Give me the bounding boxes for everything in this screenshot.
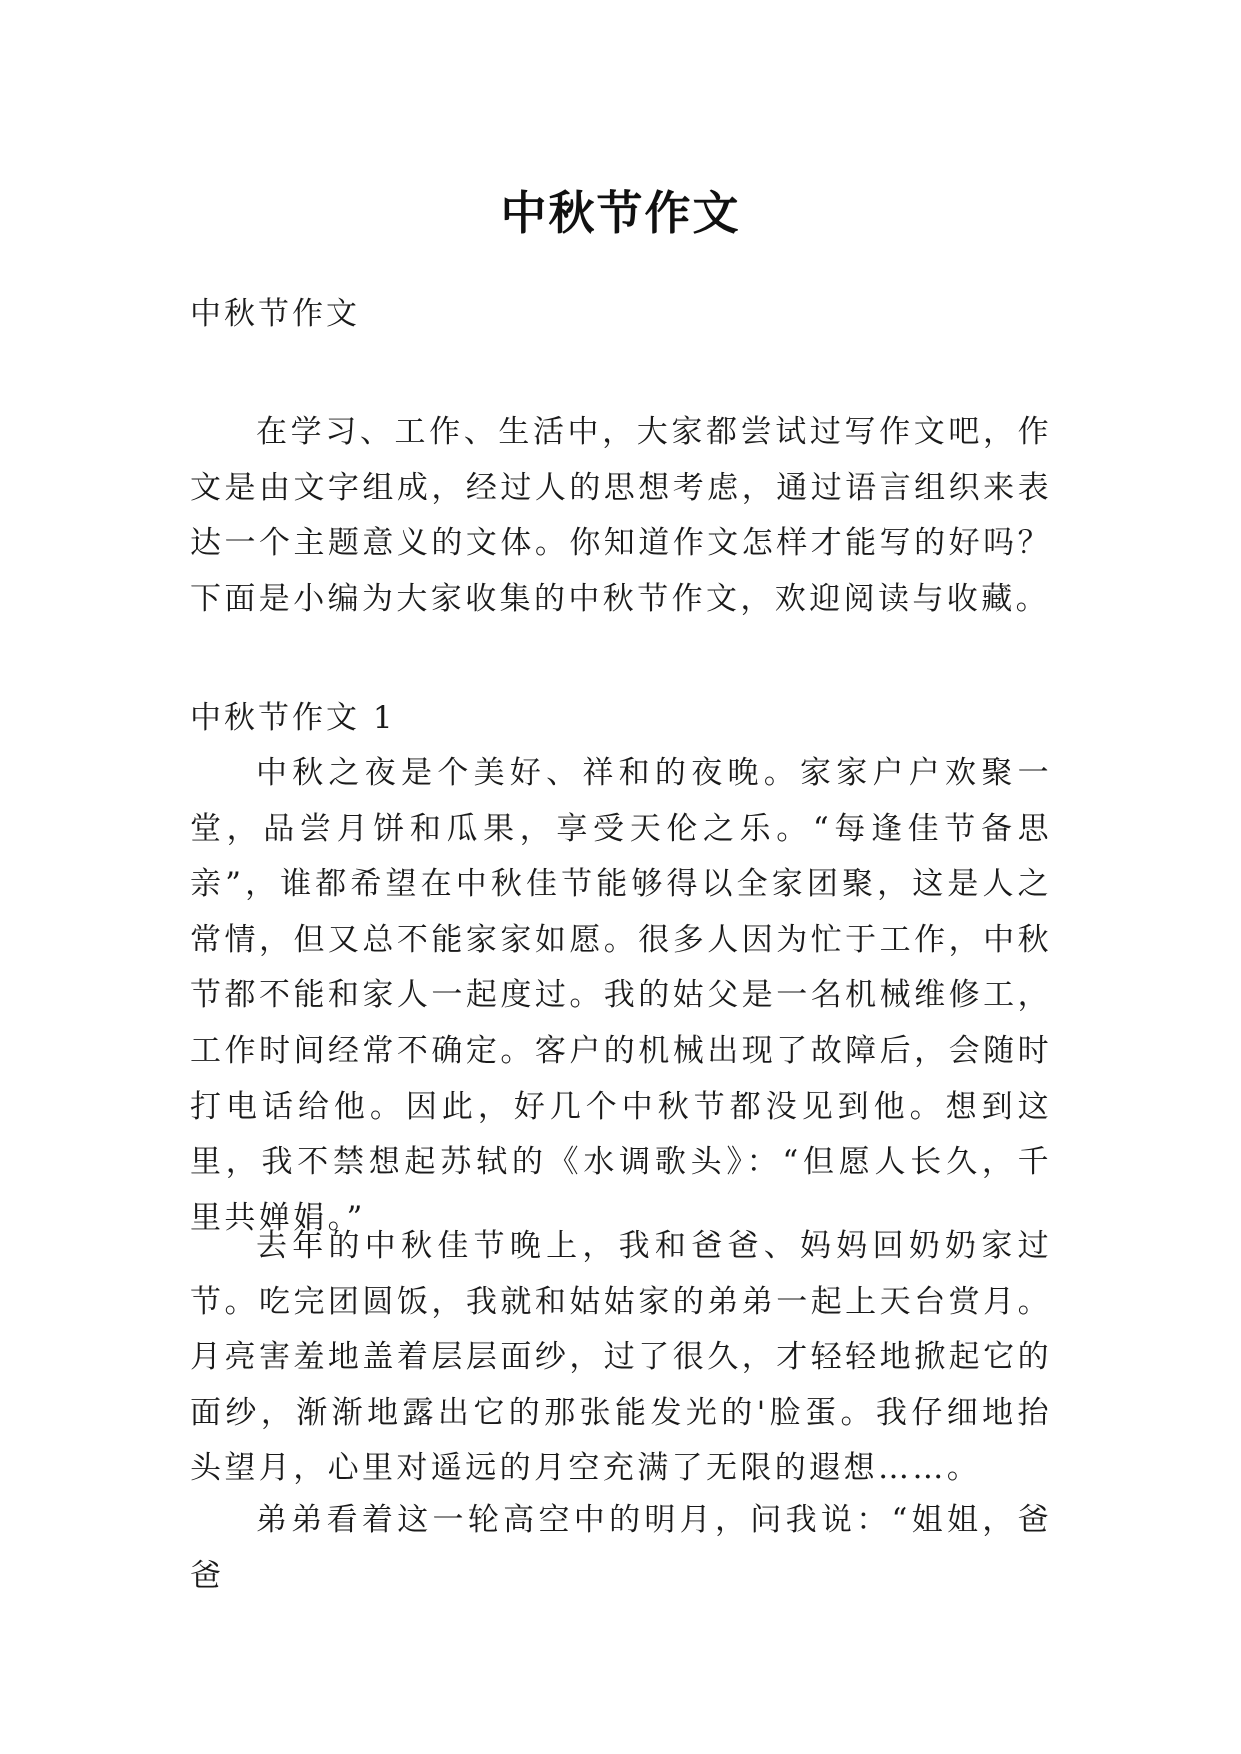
body-paragraph: 弟弟看着这一轮高空中的明月，问我说：“姐姐，爸爸 — [190, 1502, 1052, 1594]
document-title: 中秋节作文 — [500, 185, 741, 240]
section-heading: 中秋节作文 1 — [190, 700, 396, 736]
intro-paragraph: 在学习、工作、生活中，大家都尝试过写作文吧，作文是由文字组成，经过人的思想考虑，通过语言组织来表达一个主题意义的文体。你知道作文怎样才能写的好吗？下面是小编为大家收集的中秋节作文，欢迎阅读与收藏。 — [190, 414, 1052, 617]
body-paragraph: 去年的中秋佳节晚上，我和爸爸、妈妈回奶奶家过节。吃完团圆饭，我就和姑姑家的弟弟一起上天台赏月。月亮害羞地盖着层层面纱，过了很久，才轻轻地掀起它的面纱，渐渐地露出它的那张能发光的'脸蛋。我仔细地抬头望月，心里对遥远的月空充满了无限的遐想……。 — [190, 1228, 1052, 1487]
body-paragraph: 中秋之夜是个美好、祥和的夜晚。家家户户欢聚一堂，品尝月饼和瓜果，享受天伦之乐。“每逢佳节备思亲”，谁都希望在中秋佳节能够得以全家团聚，这是人之常情，但又总不能家家如愿。很多人因为忙于工作，中秋节都不能和家人一起度过。我的姑父是一名机械维修工，工作时间经常不确定。客户的机械出现了故障后，会随时打电话给他。因此，好几个中秋节都没见到他。想到这里，我不禁想起苏轼的《水调歌头》：“但愿人长久，千里共婵娟。” — [190, 755, 1052, 1236]
document-subtitle: 中秋节作文 — [190, 296, 360, 332]
